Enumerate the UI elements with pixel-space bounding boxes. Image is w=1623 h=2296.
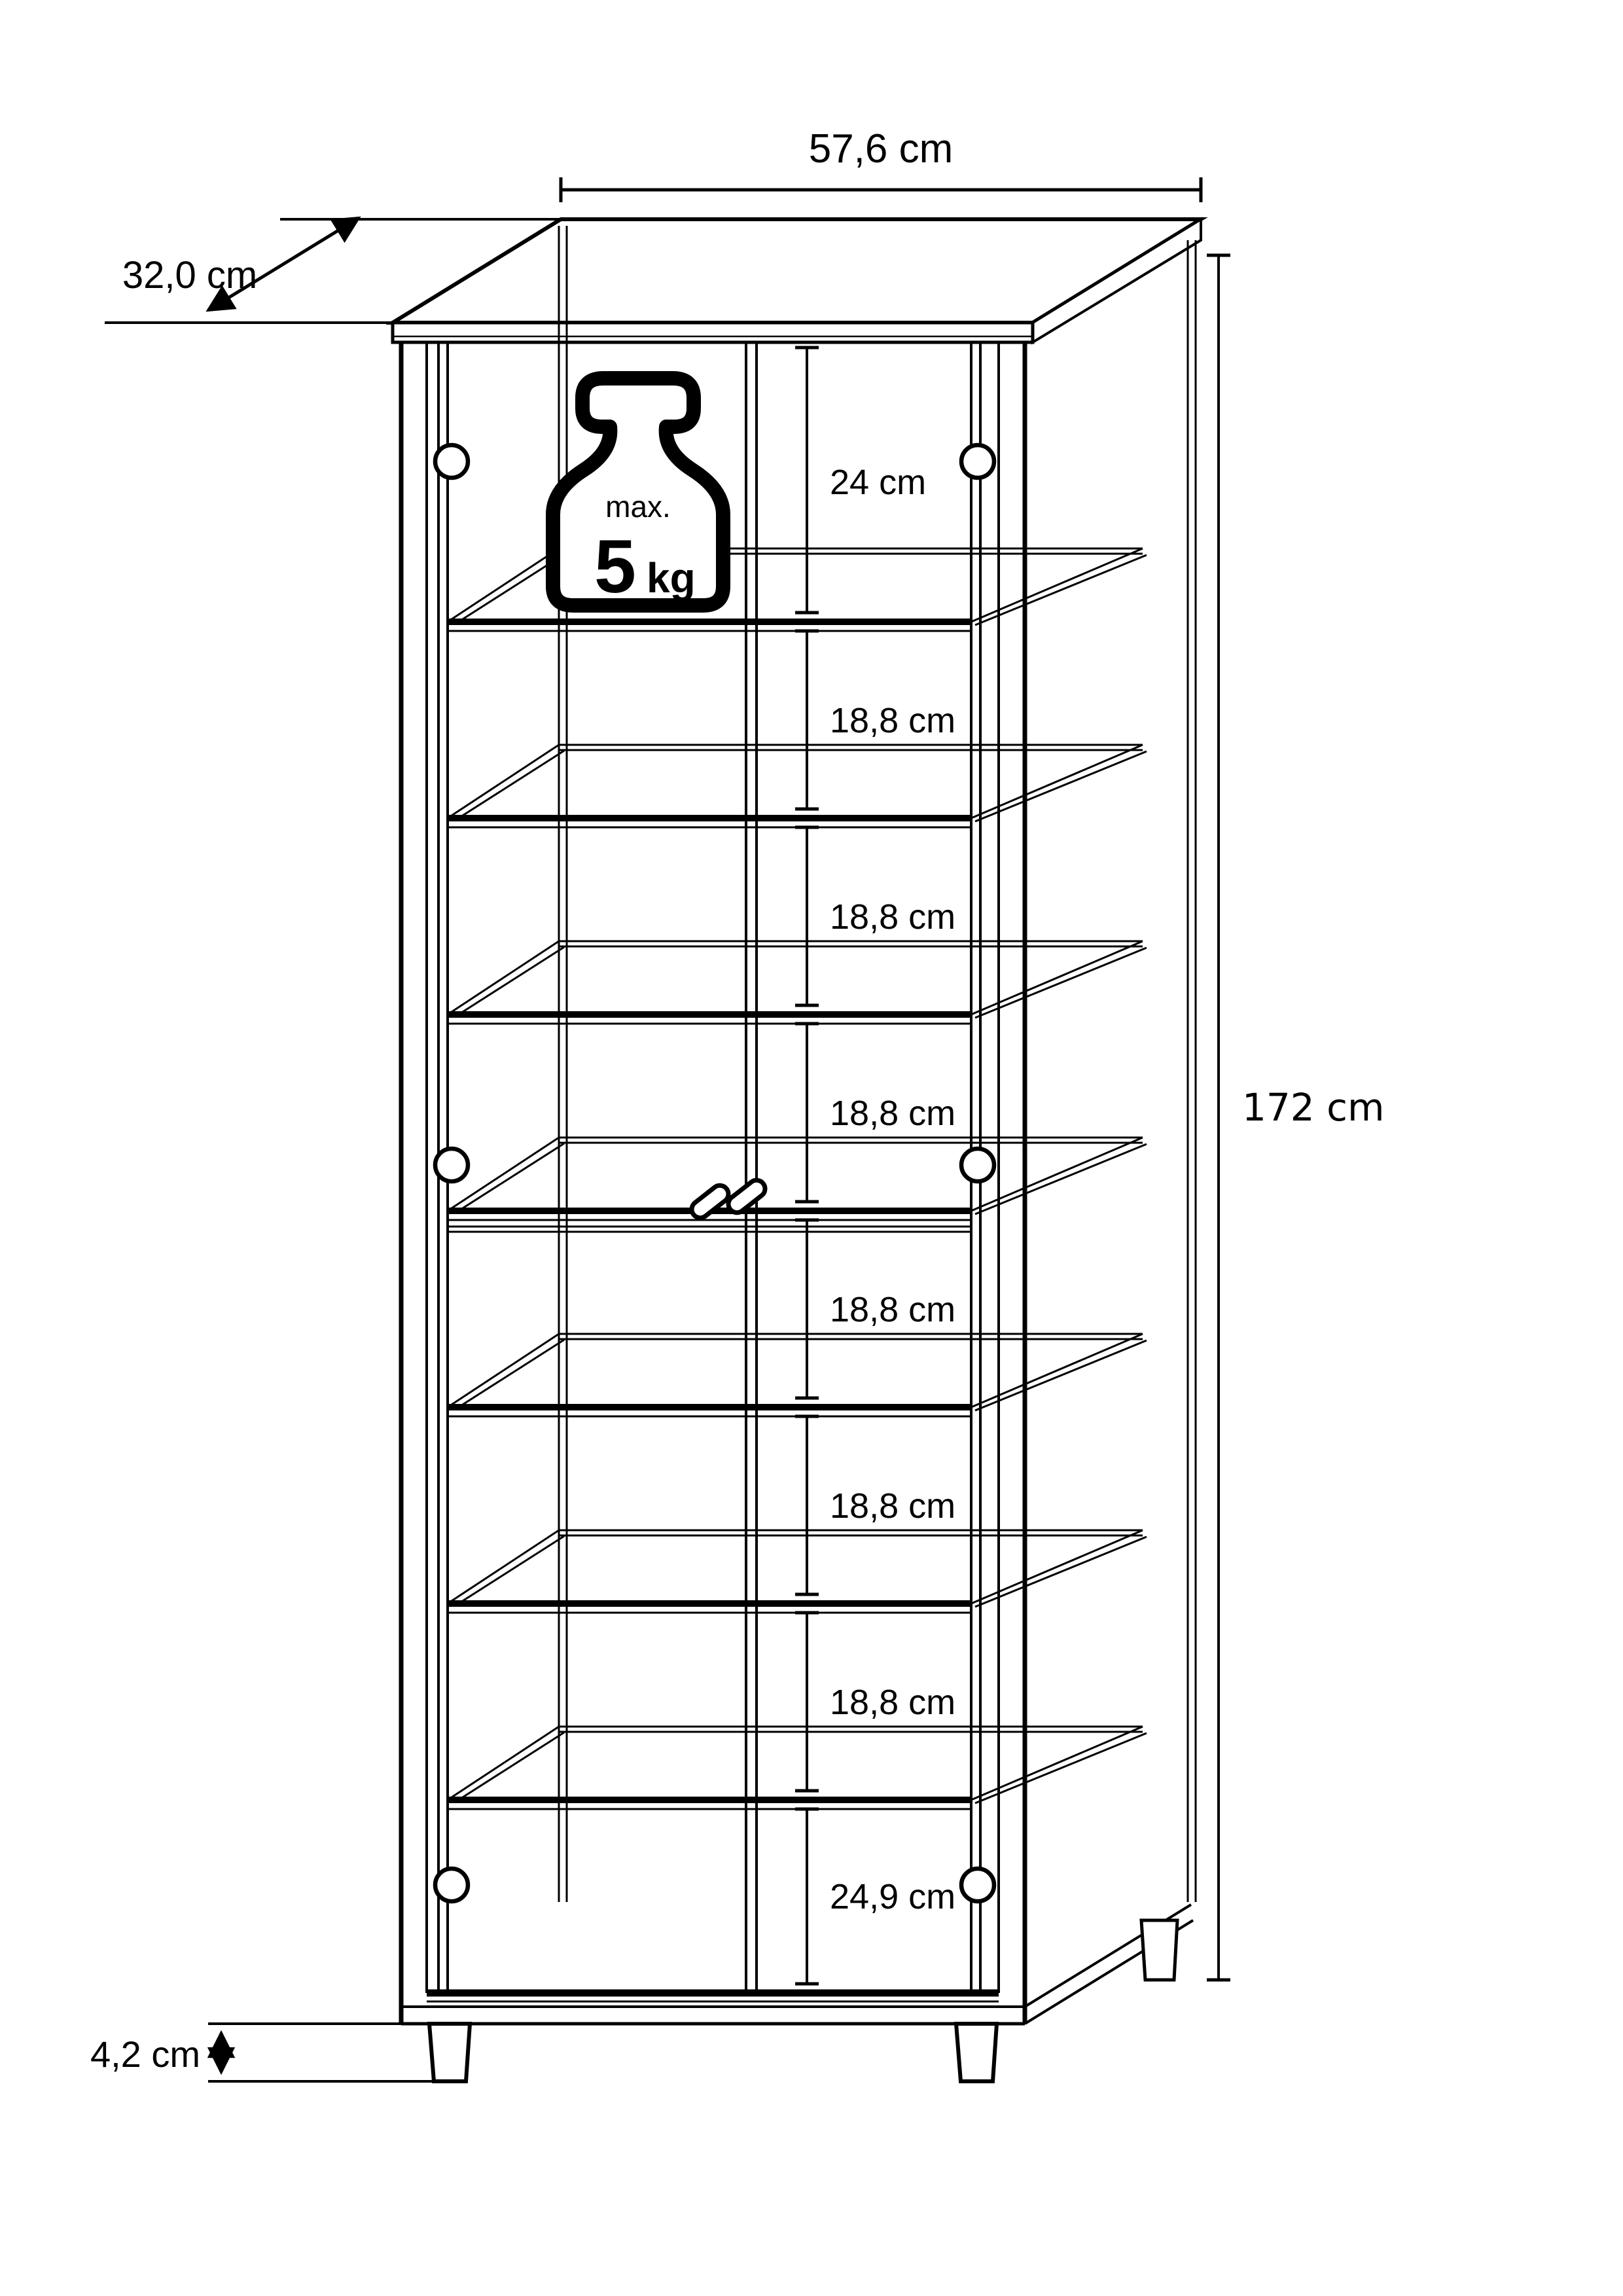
glass-shelf <box>448 941 1147 1024</box>
max-load-icon <box>553 378 723 609</box>
width-label: 57,6 cm <box>808 126 954 171</box>
door-handle <box>688 1182 732 1221</box>
glass-shelf <box>448 745 1147 827</box>
depth-label: 32,0 cm <box>122 254 258 296</box>
shelf-gap-label: 18,8 cm <box>830 1486 956 1526</box>
glass-shelf <box>448 1138 1147 1220</box>
max-load-prefix: max. <box>605 490 671 524</box>
shelf-gap-label: 24 cm <box>830 463 927 502</box>
cabinet-foot-front-right <box>956 2024 997 2081</box>
shelf-gap-label: 18,8 cm <box>830 1290 956 1329</box>
shelf-gap-label: 18,8 cm <box>830 897 956 937</box>
max-load-unit: kg <box>647 554 696 601</box>
glass-shelf <box>448 1727 1147 1809</box>
shelf-gap-dimensions <box>795 348 955 1984</box>
hinge-circle <box>961 1149 994 1181</box>
top-panel-front-face <box>393 323 1033 342</box>
foot-height-dimension <box>90 2024 437 2081</box>
foot-height-label: 4,2 cm <box>90 2034 200 2075</box>
height-label: 172 cm <box>1242 1085 1385 1130</box>
hinge-circle <box>961 1869 994 1901</box>
shelf-gap-label: 18,8 cm <box>830 1094 956 1133</box>
shelf-gap-label: 24,9 cm <box>830 1877 956 1916</box>
shelf-gap-label: 18,8 cm <box>830 701 956 740</box>
hinge-circle <box>435 1869 468 1901</box>
hinge-circle <box>961 445 994 478</box>
cabinet-foot-front-left <box>429 2024 470 2081</box>
cabinet-drawing <box>393 219 1201 2081</box>
width-dimension <box>561 126 1201 202</box>
glass-shelf <box>448 1530 1147 1613</box>
door-handle-left <box>688 1182 732 1221</box>
hinge-circle <box>435 445 468 478</box>
max-load-value: 5 <box>594 525 636 609</box>
hinge-circle <box>435 1149 468 1181</box>
glass-shelf <box>448 1334 1147 1416</box>
cabinet-foot-back-right <box>1141 1920 1177 1980</box>
shelf-gap-label: 18,8 cm <box>830 1683 956 1722</box>
height-dimension <box>1207 255 1385 1980</box>
